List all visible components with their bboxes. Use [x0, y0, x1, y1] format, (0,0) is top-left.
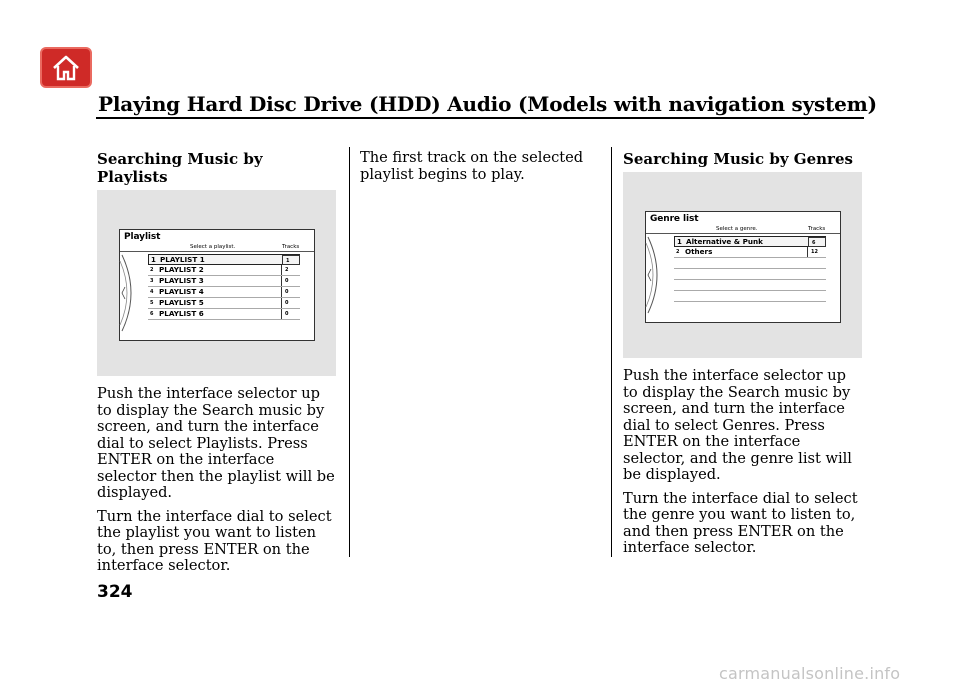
watermark: carmanualsonline.info [719, 664, 901, 683]
column-middle [360, 150, 600, 190]
paragraph: Push the interface selector up to display the Search music by screen, and turn the interface dial to select Genres. Press ENTER on the interface selector, and the genre list will be displayed. [623, 367, 852, 483]
item-number: 4 [150, 289, 154, 295]
paragraph: Push the interface selector up to display the Search music by screen, and turn the interface dial to select Playlists. Press ENTER on the interface selector then the playlist will be displayed. [97, 385, 335, 501]
list-item[interactable] [674, 247, 826, 258]
screen-divider [120, 251, 314, 252]
playlist-screen [119, 229, 315, 341]
item-track-count: 6 [808, 237, 826, 247]
screen-title: Playlist [124, 232, 161, 242]
item-label: PLAYLIST 2 [159, 265, 204, 274]
item-track-count: 1 [282, 255, 300, 265]
genre-screen [645, 211, 841, 323]
screen-subtitle: Select a playlist. [190, 244, 236, 250]
list-item[interactable] [148, 287, 300, 298]
item-label: Others [685, 247, 713, 256]
item-track-count: 0 [281, 276, 299, 286]
genre-figure [623, 172, 862, 358]
item-track-count: 0 [281, 298, 299, 308]
column-divider-2 [611, 147, 612, 557]
column-divider-1 [349, 147, 350, 557]
page-title: Playing Hard Disc Drive (HDD) Audio (Models with navigation system) [98, 92, 877, 116]
section-heading-genres: Searching Music by Genres [623, 150, 853, 168]
title-divider [96, 117, 864, 119]
item-track-count: 12 [807, 247, 825, 257]
genre-list [674, 236, 826, 302]
screen-title: Genre list [650, 214, 699, 224]
item-number: 1 [151, 256, 156, 264]
section-heading-playlists: Searching Music by Playlists [97, 150, 263, 186]
item-number: 2 [150, 267, 154, 273]
home-button[interactable] [40, 47, 92, 88]
item-track-count: 0 [281, 287, 299, 297]
item-label: PLAYLIST 6 [159, 309, 204, 318]
list-item[interactable] [148, 276, 300, 287]
item-number: 5 [150, 300, 154, 306]
item-label: PLAYLIST 4 [159, 287, 204, 296]
list-item[interactable] [148, 298, 300, 309]
dial-icon [644, 235, 662, 315]
item-number: 1 [677, 238, 682, 246]
list-item-empty [674, 280, 826, 291]
screen-subtitle: Select a genre. [716, 226, 758, 232]
list-item[interactable] [148, 254, 300, 265]
page-number: 324 [97, 582, 133, 602]
list-item-empty [674, 291, 826, 302]
list-item[interactable] [674, 236, 826, 247]
tracks-label: Tracks [282, 244, 300, 250]
item-label: PLAYLIST 1 [160, 255, 205, 264]
item-label: Alternative & Punk [686, 237, 763, 246]
item-number: 2 [676, 249, 680, 255]
list-item-empty [674, 258, 826, 269]
paragraph: Turn the interface dial to select the genre you want to listen to, and then press ENTER on the interface selector. [623, 489, 858, 556]
home-icon [51, 54, 81, 82]
screen-divider [646, 233, 840, 234]
playlist-figure [97, 190, 336, 376]
item-number: 3 [150, 278, 154, 284]
item-label: PLAYLIST 3 [159, 276, 204, 285]
dial-icon [118, 253, 136, 333]
list-item[interactable] [148, 265, 300, 276]
tracks-label: Tracks [808, 226, 826, 232]
paragraph: Turn the interface dial to select the playlist you want to listen to, then press ENTER on the interface selector. [97, 507, 332, 574]
column-playlists [97, 150, 337, 582]
item-track-count: 0 [281, 309, 299, 319]
item-number: 6 [150, 311, 154, 317]
item-label: PLAYLIST 5 [159, 298, 204, 307]
column-genres [623, 150, 863, 564]
list-item-empty [674, 269, 826, 280]
paragraph: The first track on the selected playlist begins to play. [360, 149, 584, 183]
list-item[interactable] [148, 309, 300, 320]
item-track-count: 2 [281, 265, 299, 275]
playlist-list [148, 254, 300, 320]
